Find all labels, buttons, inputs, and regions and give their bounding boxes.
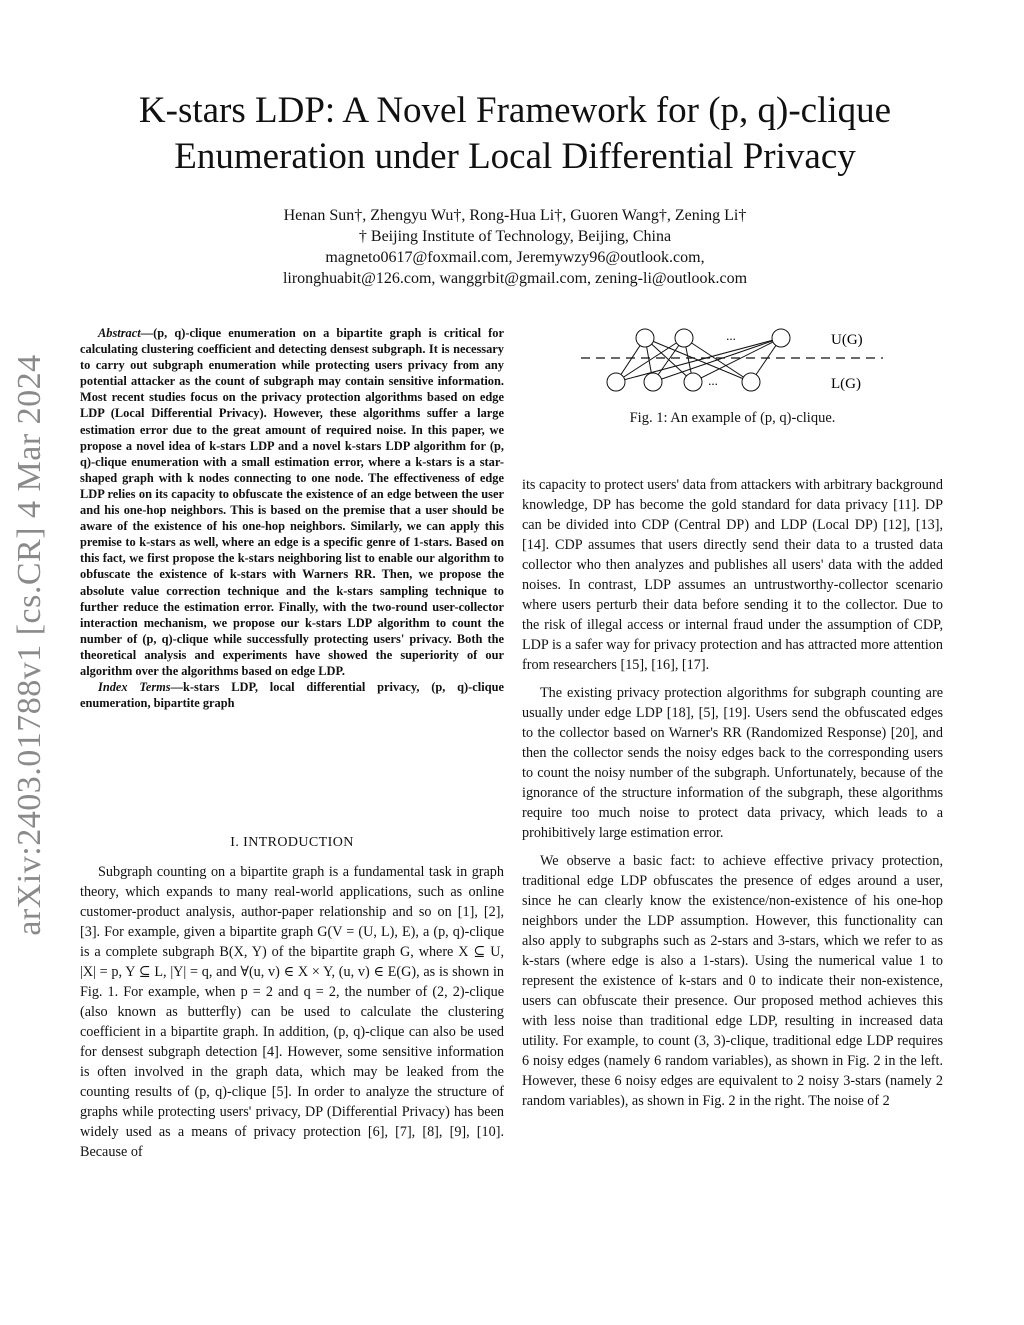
intro-right-column xyxy=(522,475,943,1111)
title-line-1: K-stars LDP: A Novel Framework for (p, q)-clique xyxy=(138,90,892,131)
lower-ellipsis: ... xyxy=(708,373,718,388)
abstract-text: (p, q)-clique enumeration on a bipartite graph is critical for calculating clustering coefficient and detecting densest subgraph. It is necessary to carry out subgraph enumeration while protecting users privacy from any potential attacker as the count of subgraph may contain sensitive information. Most recent studies focus on the privacy protection algorithms based on edge LDP (Local Differential Privacy). However, these algorithms suffer a large estimation error due to the great amount of required noise. In this paper, we propose a novel idea of k-stars LDP and a novel k-stars LDP algorithm for (p, q)-clique enumeration with a small estimation error, where a k-stars is a star-shaped graph with k nodes connecting to one node. The effectiveness of edge LDP relies on its capacity to obfuscate the existence of an edge between the user and his one-hop neighbors. This is based on the premise that a user should be aware of the existence of his one-hop neighbors. Similarly, we can apply this premise to k-stars as well, where an edge is a specific genre of 1-stars. Based on this fact, we first propose the k-stars neighboring list to enable our algorithm to obfuscate the existence of k-stars with Warners RR. Then, we propose the absolute value correction technique and the k-stars sampling technique to further reduce the estimation error. Finally, with the two-round user-collector interaction mechanism, we propose our k-stars LDP algorithm to count the number of (p, q)-clique while successfully protecting users' privacy. Both the theoretical analysis and experiments have showed the superiority of our algorithm over the algorithms based on edge LDP. xyxy=(80,326,504,678)
lower-vertex xyxy=(644,373,662,391)
intro-paragraph-2: its capacity to protect users' data from attackers with arbitrary background knowledge, DP has become the gold standard for data privacy [11]. DP can be divided into CDP (Central DP) and LDP (Local DP) [12], [13], [14]. CDP assumes that users directly send their data to a trusted data collector who then analyzes and publishes all users' data with the added noises. In contrast, LDP assumes an untrustworthy-collector scenario where users perturb their data before sending it to the collector. Due to the risk of illegal access or internal fraud under the assumption of CDP, LDP is a safer way for privacy protection and has attracted more attention from researchers [15], [16], [17]. xyxy=(522,477,943,673)
arxiv-sidebar xyxy=(10,330,50,960)
abstract xyxy=(80,325,504,711)
section-heading: I. INTRODUCTION xyxy=(230,835,354,850)
intro-left-column xyxy=(80,862,504,1162)
lower-vertex xyxy=(607,373,625,391)
upper-vertex xyxy=(636,329,654,347)
upper-vertex xyxy=(675,329,693,347)
intro-paragraph-1: Subgraph counting on a bipartite graph is a fundamental task in graph theory, which expands to many real-world applications, such as online customer-product analysis, author-paper relationship and so on [1], [2], [3]. For example, given a bipartite graph G(V = (U, L), E), a (p, q)-clique is a complete subgraph B(X, Y) of the bipartite graph G, where X ⊆ U, |X| = p, Y ⊆ L, |Y| = q, and ∀(u, v) ∈ X × Y, (u, v) ∈ E(G), as is shown in Fig. 1. For example, when p = 2 and q = 2, the number of (2, 2)-clique (also known as butterfly) can be used to calculate the clustering coefficient in a bipartite graph. In addition, (p, q)-clique can also be used for densest subgraph detection [4]. However, some sensitive information is often involved in the graph data, which may be leaked from the counting results of (p, q)-clique [5]. In order to analyze the structure of graphs while protecting users' privacy, DP (Differential Privacy) has been widely used as a means of privacy protection [6], [7], [8], [9], [10]. Because of xyxy=(80,864,504,1160)
author-emails-line-2: lironghuabit@126.com, wanggrbit@gmail.com, zening-li@outlook.com xyxy=(282,270,748,287)
author-emails-line-1: magneto0617@foxmail.com, Jeremywzy96@outlook.com, xyxy=(325,249,705,266)
upper-ellipsis: ... xyxy=(726,328,736,343)
index-terms: k-stars LDP, local differential privacy, (p, q)-clique enumeration, bipartite graph xyxy=(80,680,504,711)
author-block xyxy=(80,205,950,289)
lower-vertex xyxy=(742,373,760,391)
bipartite-clique-figure xyxy=(565,322,895,402)
arxiv-identifier: arXiv:2403.01788v1 [cs.CR] 4 Mar 2024 xyxy=(11,354,48,936)
paper-title xyxy=(60,88,970,180)
author-names: Henan Sun†, Zhengyu Wu†, Rong-Hua Li†, Guoren Wang†, Zening Li† xyxy=(283,207,747,224)
title-line-2: Enumeration under Local Differential Privacy xyxy=(174,136,856,177)
intro-paragraph-3: The existing privacy protection algorithms for subgraph counting are usually under edge LDP [18], [5], [19]. Users send the obfuscated edges to the collector based on Warner's RR (Randomized Response) [20], and then the collector sends the noisy edges back to the corresponding users to count the noisy number of the subgraph. Unfortunately, because of the ignorance of the structure information of the subgraph, these algorithms require too much noise to protect data privacy, which leads to a prohibitively large estimation error. xyxy=(522,685,943,841)
lower-vertex xyxy=(684,373,702,391)
index-terms-label: Index Terms— xyxy=(98,680,183,695)
lower-set-label: L(G) xyxy=(831,376,861,392)
figure-caption: Fig. 1: An example of (p, q)-clique. xyxy=(629,410,836,426)
intro-paragraph-4: We observe a basic fact: to achieve effective privacy protection, traditional edge LDP obfuscates the presence of edges around a user, since he can clearly know the existence/non-existence of his one-hop neighbors under the LDP assumption. However, this functionality can also apply to subgraphs such as 2-stars and 3-stars, which we refer to as k-stars (where edge is also a 1-stars). Using the numerical value 1 to represent the existence of k-stars and 0 to indicate their non-existence, users can obfuscate their presence. Our proposed method achieves this with less noise than traditional edge LDP, resulting in increased data utility. For example, to count (3, 3)-clique, traditional edge LDP requires 6 noisy edges (namely 6 random variables), as shown in Fig. 2 in the left. However, these 6 noisy edges are equivalent to 2 noisy 3-stars (namely 2 random variables), as shown in Fig. 2 in the right. The noise of 2 xyxy=(522,853,943,1109)
abstract-label: Abstract— xyxy=(98,326,154,340)
author-affiliation: † Beijing Institute of Technology, Beijing, China xyxy=(358,228,672,245)
upper-set-label: U(G) xyxy=(831,332,863,348)
upper-vertex xyxy=(772,329,790,347)
